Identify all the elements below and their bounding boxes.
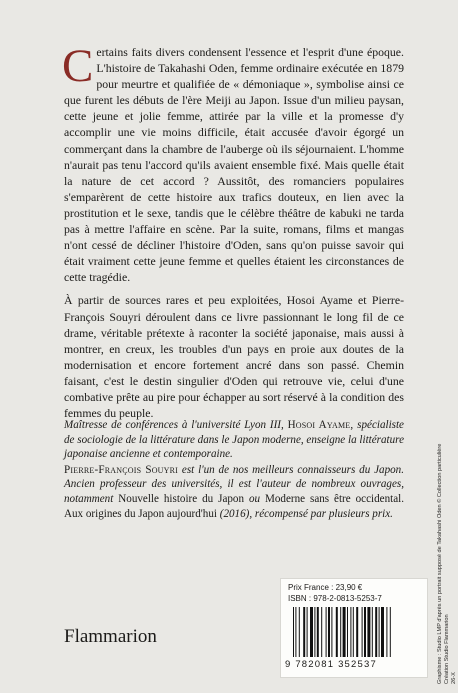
credits-graphisme: Graphisme : Studio LMP d'après un portrait supposé de Takahashi Oden © Collection particulière	[437, 443, 443, 684]
credits-code: 26-X	[451, 672, 457, 684]
barcode-sticker	[280, 578, 428, 678]
drop-cap: C	[62, 40, 94, 92]
back-cover-description	[62, 40, 404, 421]
author-bio-hosoi: Maîtresse de conférences à l'université Lyon III, Hosoi Ayame, spécialiste de sociologie de la littérature dans le Japon moderne, enseigne la littérature japonaise ancienne et contemporaine.	[64, 419, 404, 461]
author-bios	[64, 418, 404, 521]
description-paragraph-1: Certains faits divers condensent l'essence et l'esprit d'une époque. L'histoire de Takahashi Oden, femme ordinaire exécutée en 1879 pour meurtre et qualifiée de « démoniaque », symbolise ainsi ce que furent les débuts de l'ère Meiji au Japon. Issue d'un milieu paysan, cette jeune et jolie femme, attirée par la ville et la promesse d'y accomplir une vie moins difficile, était accusée d'avoir égorgé un commerçant dans la chambre de l'auberge où ils séjournaient. L'homme n'aurait pas tenu l'accord qu'ils avaient ensemble fixé. Mais quelle était la nature de cet accord ? Aussitôt, des romanciers populaires s'emparèrent de cette histoire aux trafics douteux, en lien avec la prostitution et le sexe, tandis que le célèbre théâtre de kabuki ne tarda pas à mettre l'affaire en scène. Par la suite, romans, films et mangas n'ont cessé de décliner l'histoire d'Oden, sans qu'on puisse savoir qui était vraiment cette jeune femme et quelles étaient les circonstances de cette tragédie.	[62, 40, 404, 285]
barcode-icon	[291, 607, 419, 659]
credits-creation: Création Studio Flammarion	[444, 614, 450, 684]
barcode-digits: 9 782081 352537	[285, 659, 377, 670]
author-bio-souyri: Pierre-François Souyri est l'un de nos meilleurs connaisseurs du Japon. Ancien professeur des universités, il est l'auteur de nombreux ouvrages, notamment Nouvelle histoire du Japon ou Moderne sans être occidental. Aux origines du Japon aujourd'hui (2016), récompensé par plusieurs prix.	[64, 463, 404, 520]
side-credits	[437, 364, 458, 684]
publisher-logo: Flammarion	[64, 626, 157, 647]
price-label: Prix France : 23,90 €	[288, 583, 363, 592]
description-paragraph-2: À partir de sources rares et peu exploitées, Hosoi Ayame et Pierre-François Souyri déroulent dans ce livre passionnant le long fil de ce drame, véritable prétexte à raconter la société japonaise, mais aussi à montrer, en creux, les troubles d'un pays en proie aux doutes de la modernisation et encore fortement ancré dans son passé. Chemin faisant, c'est le destin singulier d'Oden qui retrouve vie, celui d'une combative prête au pire pour échapper au sort réservé à la condition des femmes du peuple.	[64, 293, 404, 421]
isbn-label: ISBN : 978-2-0813-5253-7	[288, 594, 382, 603]
